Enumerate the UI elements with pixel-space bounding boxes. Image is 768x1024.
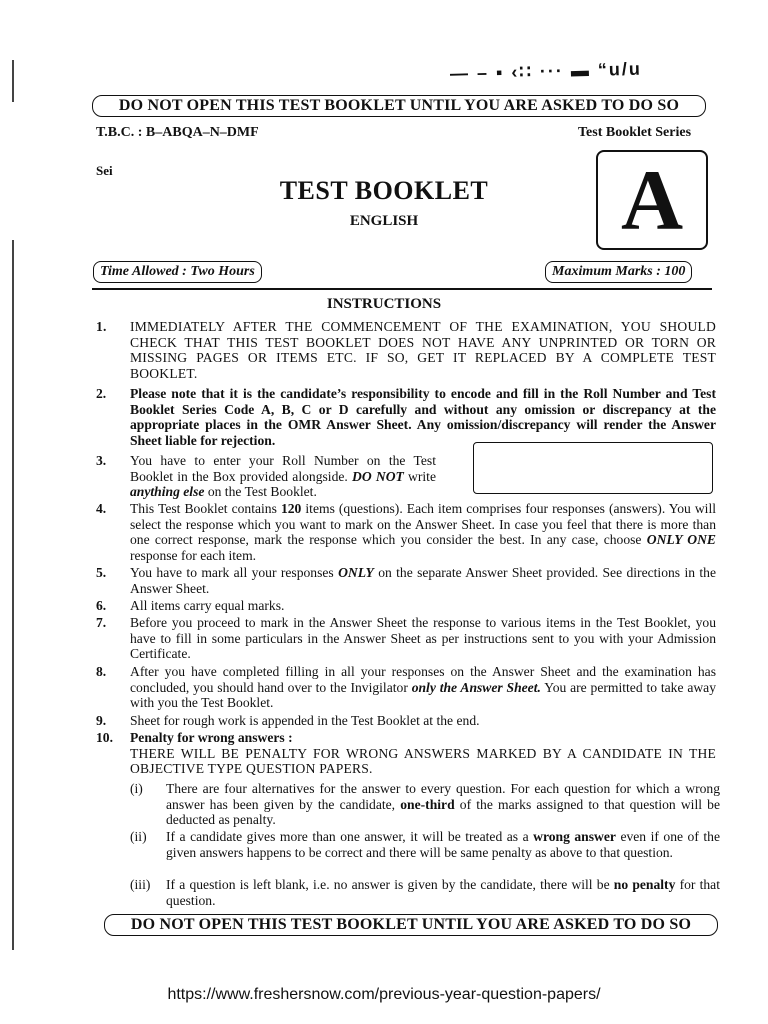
instruction-item	[96, 501, 716, 563]
item-text-part: on the Test Booklet.	[207, 484, 317, 500]
item-text-emphasis: ONLY	[338, 565, 374, 580]
sub-item-text-part: even if one of the given answers happens to be correct and there will be same penalty as above to that question.	[166, 829, 720, 860]
item-text-part: response for each item.	[130, 547, 257, 563]
item-text	[130, 664, 716, 711]
series-letter-box: A	[596, 150, 708, 250]
item-text-part: items (questions). Each item comprises four responses (answers). You will select the response which you want to mark on the Answer Sheet. In case you feel that there is more than one correct response, mark the response which you consider the best. In any case, choose	[130, 501, 717, 548]
sub-item-text-part: of the marks assigned to that question will be deducted as penalty.	[166, 796, 720, 828]
item-text	[130, 501, 716, 563]
sub-item-number: (i)	[130, 781, 143, 796]
item-text-part: This Test Booklet contains	[130, 501, 277, 516]
sub-item-text	[166, 829, 720, 860]
item-text-part: You have to enter your Roll Number on the Test Booklet in the Box provided alongside.	[130, 453, 436, 484]
item-number: 3.	[96, 453, 107, 468]
scan-edge-line	[12, 240, 14, 950]
item-text: All items carry equal marks.	[130, 598, 285, 613]
source-url[interactable]: https://www.freshersnow.com/previous-year-question-papers/	[167, 986, 601, 1003]
instructions-heading: INSTRUCTIONS	[326, 296, 442, 312]
sub-item-emphasis: wrong answer	[533, 829, 616, 844]
serial-label: Sei	[96, 163, 113, 178]
item-text	[130, 730, 716, 777]
roll-number-box[interactable]	[473, 442, 713, 494]
instruction-item	[96, 598, 716, 614]
sub-item-text-part: If a question is left blank, i.e. no answer is given by the candidate, there will be	[166, 877, 610, 892]
item-number: 8.	[96, 664, 107, 679]
maximum-marks: Maximum Marks : 100	[545, 261, 692, 283]
sub-item-text-part: There are four alternatives for the answer to every question. For each question for which a wrong answer has been given by the candidate,	[166, 781, 720, 812]
item-text-emphasis: only the Answer Sheet.	[411, 679, 541, 695]
instruction-item	[96, 713, 716, 729]
item-number: 2.	[96, 386, 107, 401]
item-text-part: write	[408, 468, 436, 484]
penalty-sub-item	[130, 877, 720, 908]
item-number: 4.	[96, 501, 107, 516]
item-text: Before you proceed to mark in the Answer Sheet the response to various items in the Test Booklet, you have to fill in some particulars in the Answer Sheet as per instructions sent to you with your Admission Certificate.	[130, 615, 716, 662]
sub-item-emphasis: no penalty	[613, 877, 676, 892]
penalty-text: THERE WILL BE PENALTY FOR WRONG ANSWERS MARKED BY A CANDIDATE IN THE OBJECTIVE TYPE QUESTION PAPERS.	[130, 745, 716, 777]
scan-edge-line	[12, 60, 14, 102]
item-number: 6.	[96, 598, 107, 613]
item-text-part: You are permitted to take away with you the Test Booklet.	[130, 679, 717, 711]
penalty-heading: Penalty for wrong answers :	[130, 730, 293, 745]
instruction-item	[96, 664, 716, 711]
instruction-item	[96, 615, 716, 662]
item-number: 1.	[96, 319, 107, 334]
warning-banner-bottom: DO NOT OPEN THIS TEST BOOKLET UNTIL YOU ARE ASKED TO DO SO	[104, 914, 718, 936]
instruction-item	[96, 565, 716, 596]
item-text	[130, 453, 436, 500]
item-text: Please note that it is the candidate’s responsibility to encode and fill in the Roll Number and Test Booklet Series Code A, B, C or D carefully and without any omission or discrepancy at the appropriate places in the OMR Answer Sheet. Any omission/discrepancy will render the Answer Sheet liable for rejection.	[130, 386, 716, 448]
item-text-part: on the separate Answer Sheet provided. See directions in the Answer Sheet.	[130, 565, 716, 596]
item-text: IMMEDIATELY AFTER THE COMMENCEMENT OF THE EXAMINATION, YOU SHOULD CHECK THAT THIS TEST BOOKLET DOES NOT HAVE ANY UNPRINTED OR TORN OR MISSING PAGES OR ITEMS ETC. IF SO, GET IT REPLACED BY A COMPLETE TEST BOOKLET.	[130, 319, 716, 381]
item-number: 5.	[96, 565, 107, 580]
warning-banner-top: DO NOT OPEN THIS TEST BOOKLET UNTIL YOU ARE ASKED TO DO SO	[92, 95, 706, 117]
item-number: 10.	[96, 730, 113, 745]
page-title: TEST BOOKLET	[279, 176, 489, 205]
sub-item-text	[166, 877, 720, 908]
penalty-sub-item	[130, 829, 720, 860]
test-booklet-series-label: Test Booklet Series	[578, 125, 692, 140]
tbc-code: T.B.C. : B–ABQA–N–DMF	[96, 125, 259, 140]
sub-item-text-part: If a candidate gives more than one answer, it will be treated as a	[166, 829, 529, 844]
item-text-part: After you have completed filling in all your responses on the Answer Sheet and the examination has concluded, you should hand over to the Invigilator	[130, 664, 716, 695]
divider	[92, 288, 712, 290]
handwritten-scribble: — – ▪ ‹∷ ··· ▬ “u/u	[449, 58, 643, 84]
sub-item-emphasis: one-third	[400, 796, 455, 812]
item-text-emphasis: anything else	[130, 484, 205, 500]
item-text	[130, 565, 716, 596]
sub-item-text	[166, 781, 720, 828]
sub-item-text-part: for that question.	[166, 877, 720, 908]
sub-item-number: (ii)	[130, 829, 147, 844]
item-text-emphasis: DO NOT	[352, 468, 404, 484]
item-number: 7.	[96, 615, 107, 630]
instruction-item	[96, 319, 716, 381]
penalty-sub-item	[130, 781, 720, 828]
sub-item-number: (iii)	[130, 877, 151, 892]
instruction-item	[96, 730, 716, 777]
instruction-item	[96, 386, 716, 448]
item-number: 9.	[96, 713, 107, 728]
subject-label: ENGLISH	[349, 213, 419, 229]
time-allowed: Time Allowed : Two Hours	[93, 261, 262, 283]
instruction-item	[96, 453, 436, 500]
item-text-emphasis: 120	[280, 501, 302, 516]
item-text-part: You have to mark all your responses	[130, 565, 334, 580]
item-text: Sheet for rough work is appended in the Test Booklet at the end.	[130, 713, 480, 728]
item-text-emphasis: ONLY ONE	[646, 532, 716, 548]
